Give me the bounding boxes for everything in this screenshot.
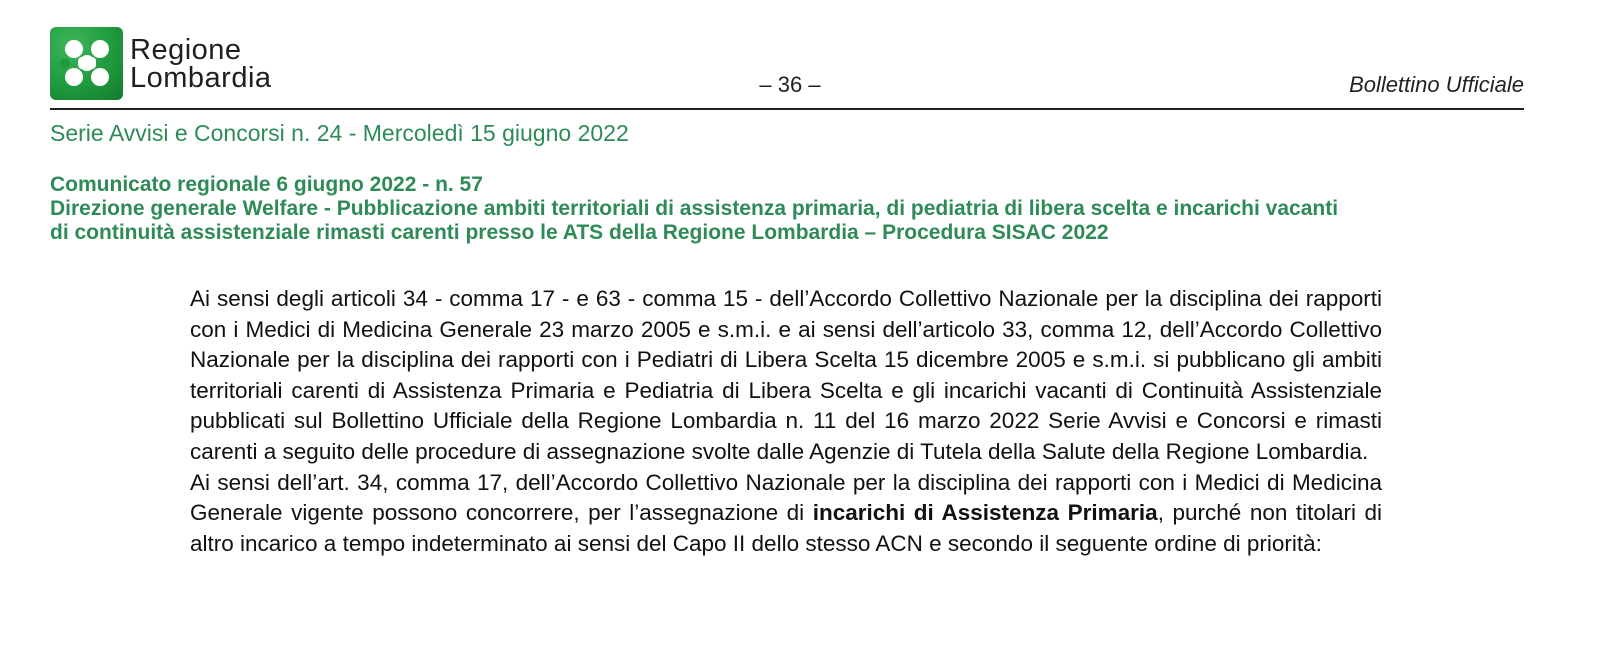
logo-line-1: Regione (130, 33, 242, 66)
body-text (190, 284, 1382, 559)
communique-title: Comunicato regionale 6 giugno 2022 - n. 57 (50, 173, 483, 196)
logo-wordmark (130, 33, 272, 94)
logo-line-2: Lombardia (130, 61, 272, 94)
communique-subtitle-line-1: Direzione generale Welfare - Pubblicazione ambiti territoriali di assistenza primaria, di pediatria di libera scelta e incarichi vacanti (50, 197, 1339, 220)
series-line: Serie Avvisi e Concorsi n. 24 - Mercoledì 15 giugno 2022 (50, 120, 629, 146)
page-number: – 36 – (759, 72, 821, 97)
rosa-camuna-icon (50, 27, 123, 100)
bulletin-title: Bollettino Ufficiale (1349, 72, 1524, 97)
communique-heading (50, 173, 1530, 245)
header-divider (50, 108, 1524, 110)
regione-lombardia-logo (50, 27, 272, 100)
paragraph-2-bold: incarichi di Assistenza Primaria (812, 500, 1158, 526)
paragraph-2-end: , purché non titolari di altro incarico a tempo indeterminato ai sensi del Capo II dello stesso ACN e secondo il seguente ordine di priorità: (190, 500, 1383, 556)
communique-subtitle-line-2: di continuità assistenziale rimasti carenti presso le ATS della Regione Lombardia – Procedura SISAC 2022 (50, 221, 1109, 244)
paragraph-2 (190, 468, 1382, 560)
paragraph-2-start: Ai sensi dell’art. 34, comma 17, dell’Accordo Collettivo Nazionale per la disciplina dei rapporti con i Medici di Medicina Generale vigente possono concorrere, per l’assegnazione di (190, 469, 1382, 526)
paragraph-1: Ai sensi degli articoli 34 - comma 17 - e 63 - comma 15 - dell’Accordo Collettivo Nazionale per la disciplina dei rapporti con i Medici di Medicina Generale 23 marzo 2005 e s.m.i. e ai sensi dell’articolo 33, comma 12, dell’Accordo Collettivo Nazionale per la disciplina dei rapporti con i Pediatri di Libera Scelta 15 dicembre 2005 e s.m.i. si pubblicano gli ambiti territoriali carenti di Assistenza Primaria e Pediatria di Libera Scelta e gli incarichi vacanti di Continuità Assistenziale pubblicati sul Bollettino Ufficiale della Regione Lombardia n. 11 del 16 marzo 2022 Serie Avvisi e Concorsi e rimasti carenti a seguito delle procedure di assegnazione svolte dalle Agenzie di Tutela della Salute della Regione Lombardia. (190, 286, 1382, 464)
